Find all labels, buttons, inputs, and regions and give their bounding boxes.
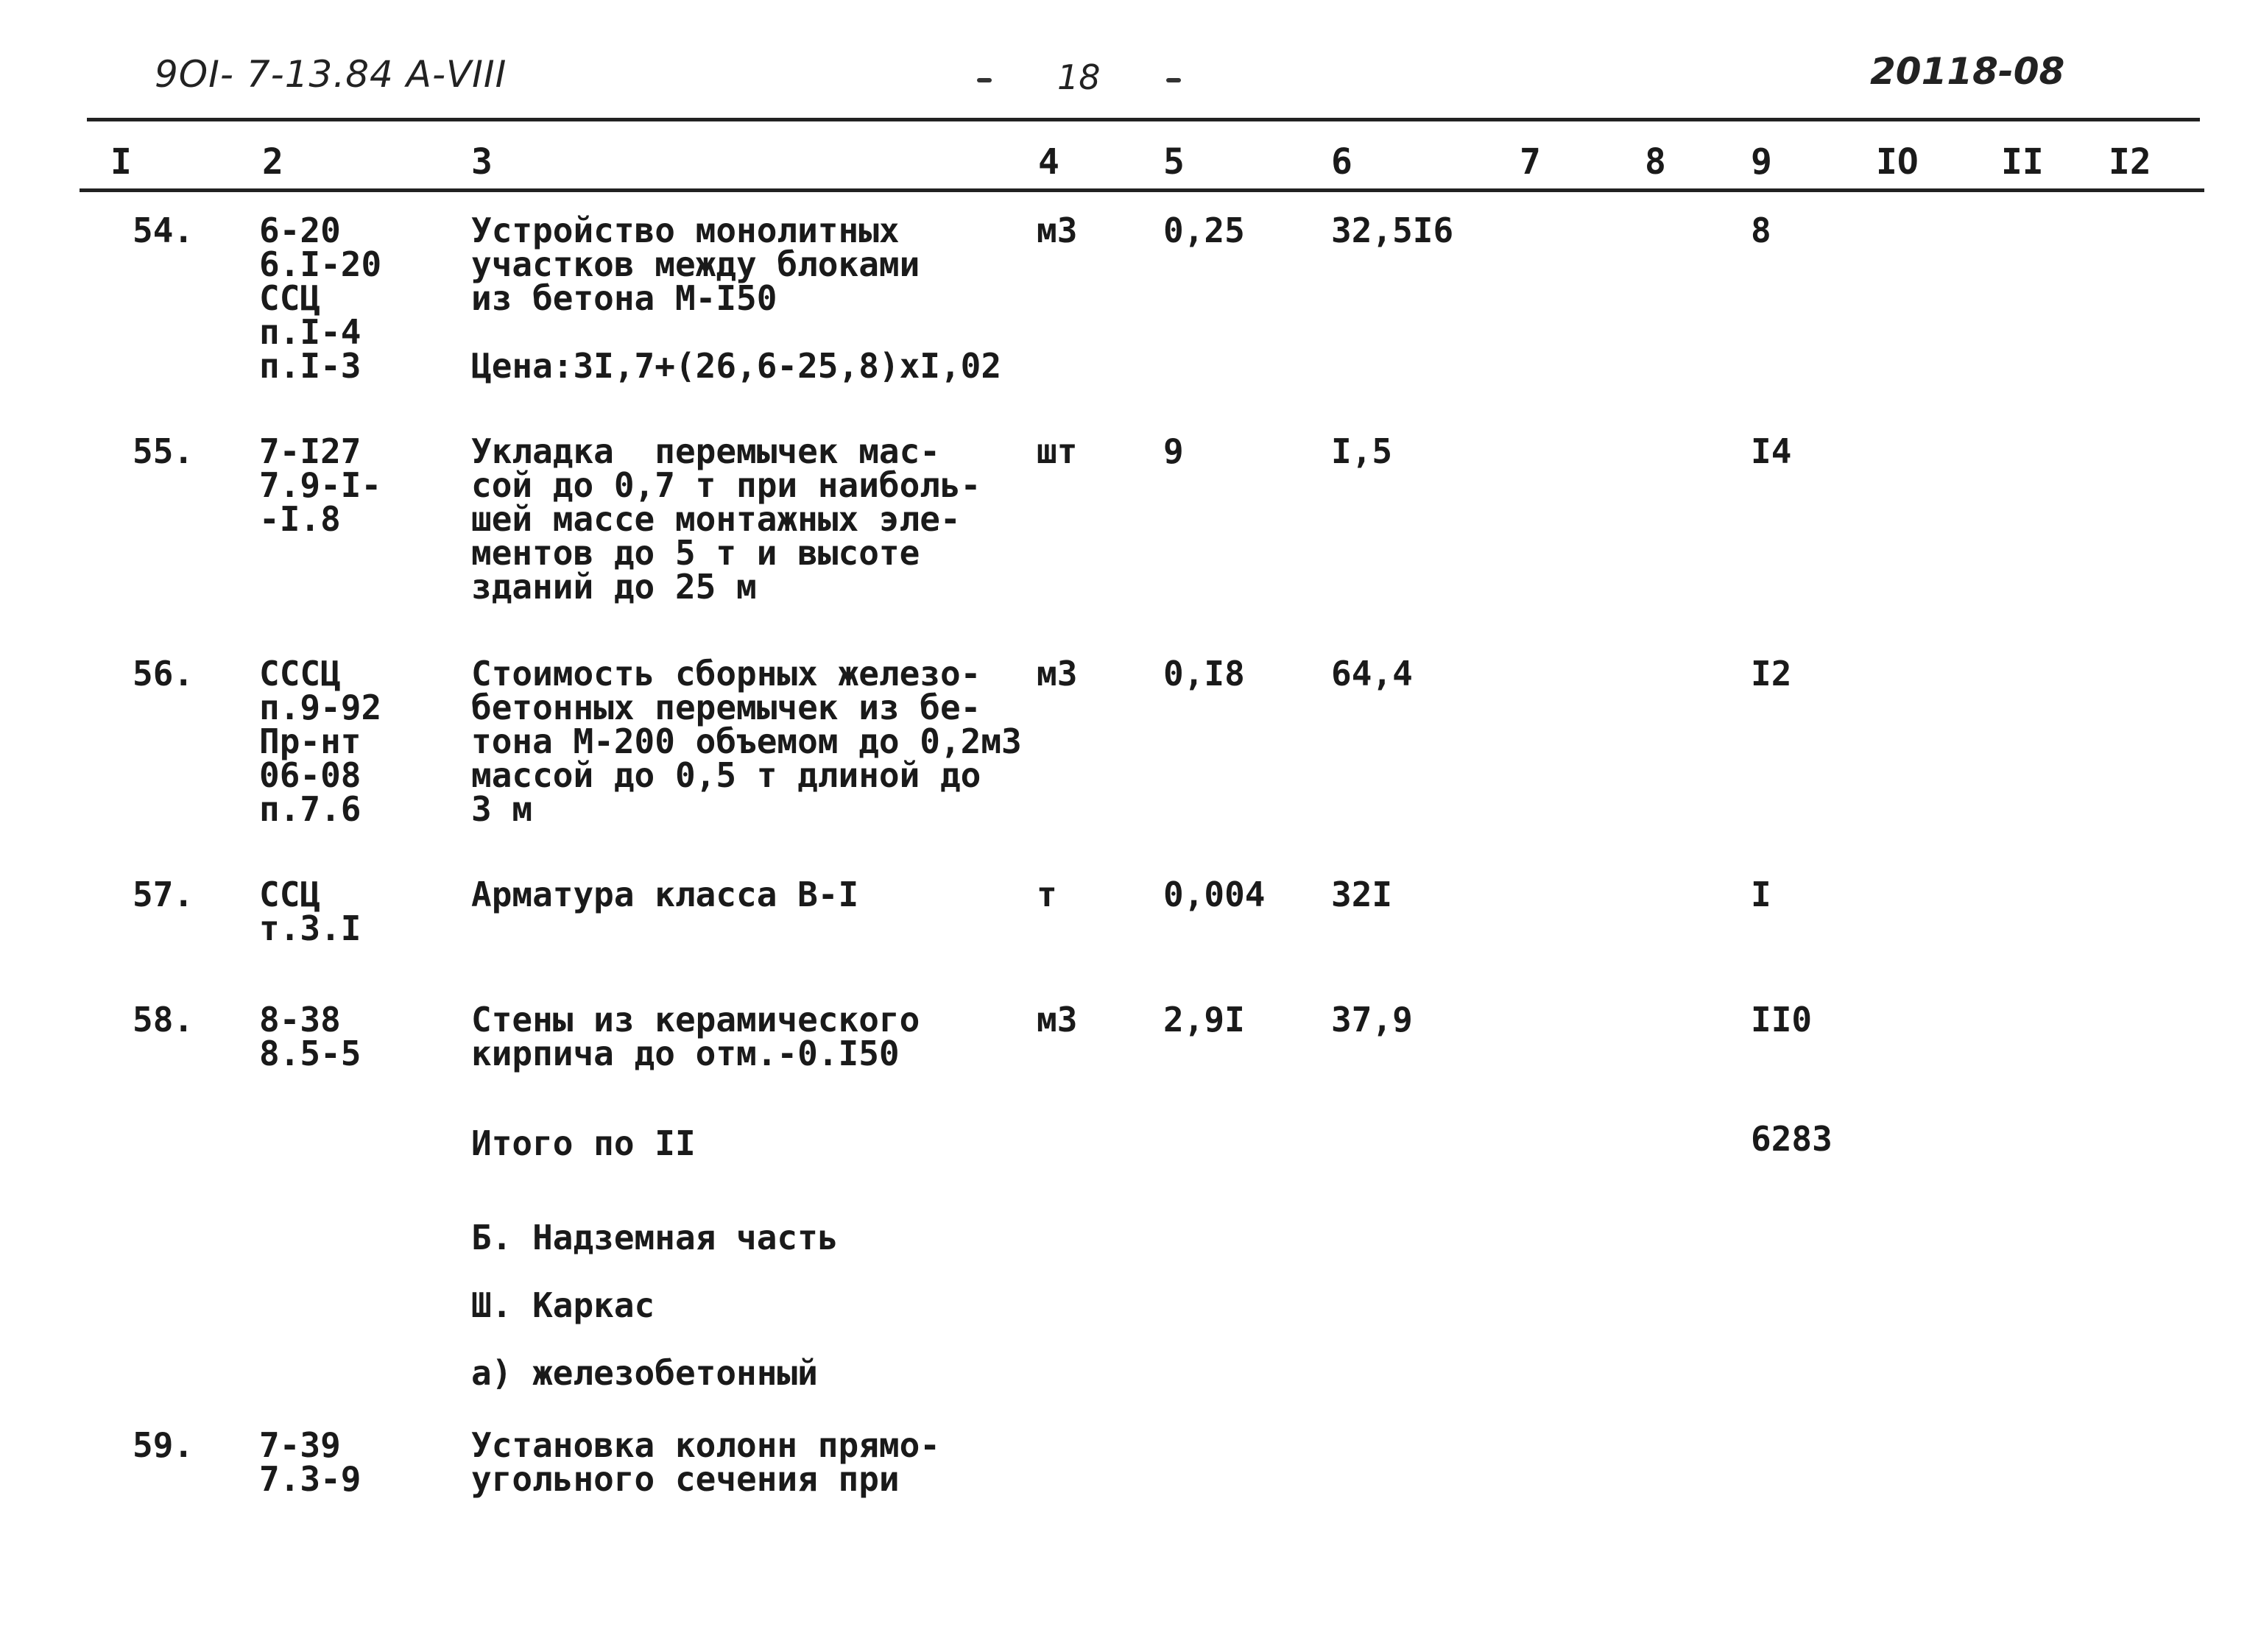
page-number-dash-right [1166,78,1181,82]
row-55-code: 7-I27 7.9-I- -I.8 [259,431,382,539]
row-56-price: 64,4 [1331,654,1413,693]
row-54-number: 54. [133,211,194,250]
subtotal-label: Итого по II [471,1123,696,1163]
row-54-code: 6-20 6.I-20 ССЦ п.I-4 п.I-3 [259,211,382,386]
row-57-code: ССЦ т.3.I [259,875,361,948]
row-57-quantity: 0,004 [1163,875,1266,914]
row-58-unit: м3 [1037,1000,1078,1039]
row-57-total: I [1751,875,1771,914]
row-58-total: II0 [1751,1000,1813,1039]
row-56-total: I2 [1751,654,1792,693]
row-54-total: 8 [1751,211,1771,250]
section-3-frame: Ш. Каркас [471,1285,655,1325]
row-59-code: 7-39 7.3-9 [259,1425,361,1499]
row-56-number: 56. [133,654,194,693]
row-55-unit: шт [1037,431,1078,471]
column-number-11: II [2001,141,2044,183]
row-58-number: 58. [133,1000,194,1039]
document-code: 9OI- 7-13.84 А-VIII [155,53,507,96]
row-54-unit: м3 [1037,211,1078,250]
column-number-2: 2 [262,141,283,183]
row-59-number: 59. [133,1425,194,1465]
row-56-unit: м3 [1037,654,1078,693]
row-58-name: Стены из керамического кирпича до отм.-0.I50 [471,1000,920,1073]
column-number-7: 7 [1520,141,1541,183]
row-55-total: I4 [1751,431,1792,471]
row-56-code: СССЦ п.9-92 Пр-нт 06-08 п.7.6 [259,654,382,829]
subtotal-value: 6283 [1751,1119,1833,1159]
subsection-a-reinforced-concrete: а) железобетонный [471,1353,818,1393]
column-number-6: 6 [1331,141,1352,183]
row-55-price: I,5 [1331,431,1393,471]
column-number-3: 3 [471,141,493,183]
column-number-4: 4 [1038,141,1059,183]
header-rule [87,118,2200,121]
row-56-quantity: 0,I8 [1163,654,1245,693]
column-number-9: 9 [1751,141,1772,183]
row-55-number: 55. [133,431,194,471]
row-58-code: 8-38 8.5-5 [259,1000,361,1073]
column-number-5: 5 [1163,141,1185,183]
column-header-rule [80,188,2204,192]
row-58-price: 37,9 [1331,1000,1413,1039]
row-57-unit: т [1037,875,1057,914]
row-57-number: 57. [133,875,194,914]
row-59-name: Установка колонн прямо- угольного сечения при [471,1425,940,1499]
row-54-price: 32,5I6 [1331,211,1454,250]
row-57-name: Арматура класса В-I [471,875,859,914]
page-number-dash-left [977,78,992,82]
row-54-quantity: 0,25 [1163,211,1245,250]
row-58-quantity: 2,9I [1163,1000,1245,1039]
row-55-name: Укладка перемычек мас- сой до 0,7 т при наиболь- шей массе монтажных эле- ментов до 5 т и высоте зданий до 25 м [471,431,981,607]
column-number-12: I2 [2109,141,2151,183]
page-number: 18 [1057,57,1101,97]
row-54-name: Устройство монолитных участков между блоками из бетона М-I50 Цена:3I,7+(26,6-25,8)xI,02 [471,211,1002,386]
row-56-name: Стоимость сборных железо- бетонных перемычек из бе- тона М-200 объемом до 0,2м3 массой до 0,5 т длиной до 3 м [471,654,1022,829]
column-number-8: 8 [1645,141,1666,183]
section-part-b: Б. Надземная часть [471,1218,839,1257]
row-55-quantity: 9 [1163,431,1184,471]
row-57-price: 32I [1331,875,1393,914]
archive-number: 20118-08 [1870,50,2065,93]
column-number-10: IO [1876,141,1919,183]
column-number-1: I [110,141,132,183]
